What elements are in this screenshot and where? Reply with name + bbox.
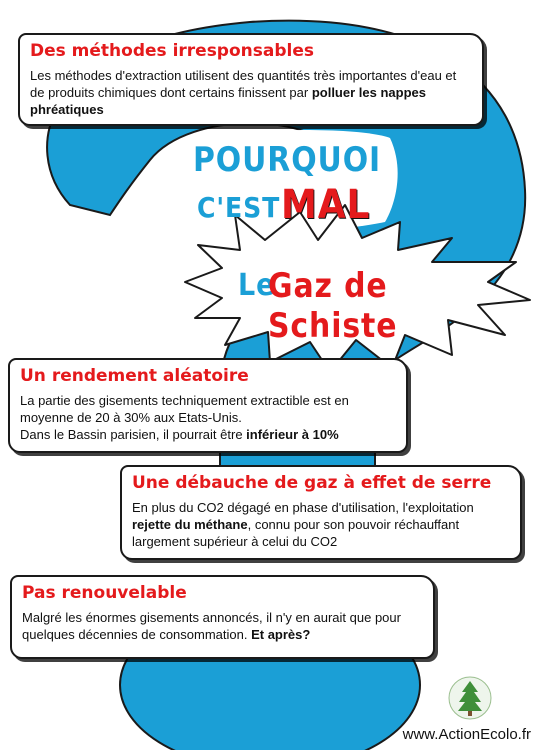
title-mal: MAL [281, 182, 371, 228]
subject-title: Gaz de Schiste [268, 266, 398, 346]
subject-prefix: Le [238, 268, 276, 303]
section-heading: Une débauche de gaz à effet de serre [132, 473, 492, 493]
section-text-part: Dans le Bassin parisien, il pourrait être [20, 427, 247, 442]
section-heading: Pas renouvelable [22, 583, 187, 603]
section-text-bold: inférieur à 10% [246, 427, 339, 442]
website-link[interactable]: www.ActionEcolo.fr [402, 726, 531, 743]
section-card-rendement [8, 358, 408, 453]
section-text-part: Les méthodes d'extraction utilisent des quantités très importantes d'eau et de produits chimiques dont certains finissent par [30, 68, 457, 100]
section-text [22, 609, 423, 643]
section-text-bold: Et après? [251, 627, 311, 642]
section-text-part: Malgré les énormes gisements annoncés, il n'y en aurait que pour quelques décennies de consommation. [22, 610, 401, 642]
section-heading: Des méthodes irresponsables [30, 41, 314, 61]
section-heading: Un rendement aléatoire [20, 366, 249, 386]
section-text-bold: polluer les nappes phréatiques [30, 85, 426, 117]
tree-logo-icon [448, 676, 492, 720]
title-pourquoi: POURQUOI [193, 140, 382, 180]
section-text-part: , connu pour son pouvoir réchauffant largement supérieur à celui du CO2 [132, 517, 460, 549]
section-card-methodes [18, 33, 484, 126]
section-text [20, 392, 396, 443]
section-text [132, 499, 510, 550]
section-text-part: En plus du CO2 dégagé en phase d'utilisation, l'exploitation [132, 500, 474, 515]
title-cest: C'EST [197, 191, 281, 224]
section-text-part: La partie des gisements techniquement extractible est en moyenne de 20 à 30% aux Etats-Unis. [20, 393, 349, 425]
section-text-bold: rejette du méthane [132, 517, 248, 532]
section-text [30, 67, 472, 118]
section-card-gaz-effet-serre [120, 465, 522, 560]
section-card-renouvelable [10, 575, 435, 659]
